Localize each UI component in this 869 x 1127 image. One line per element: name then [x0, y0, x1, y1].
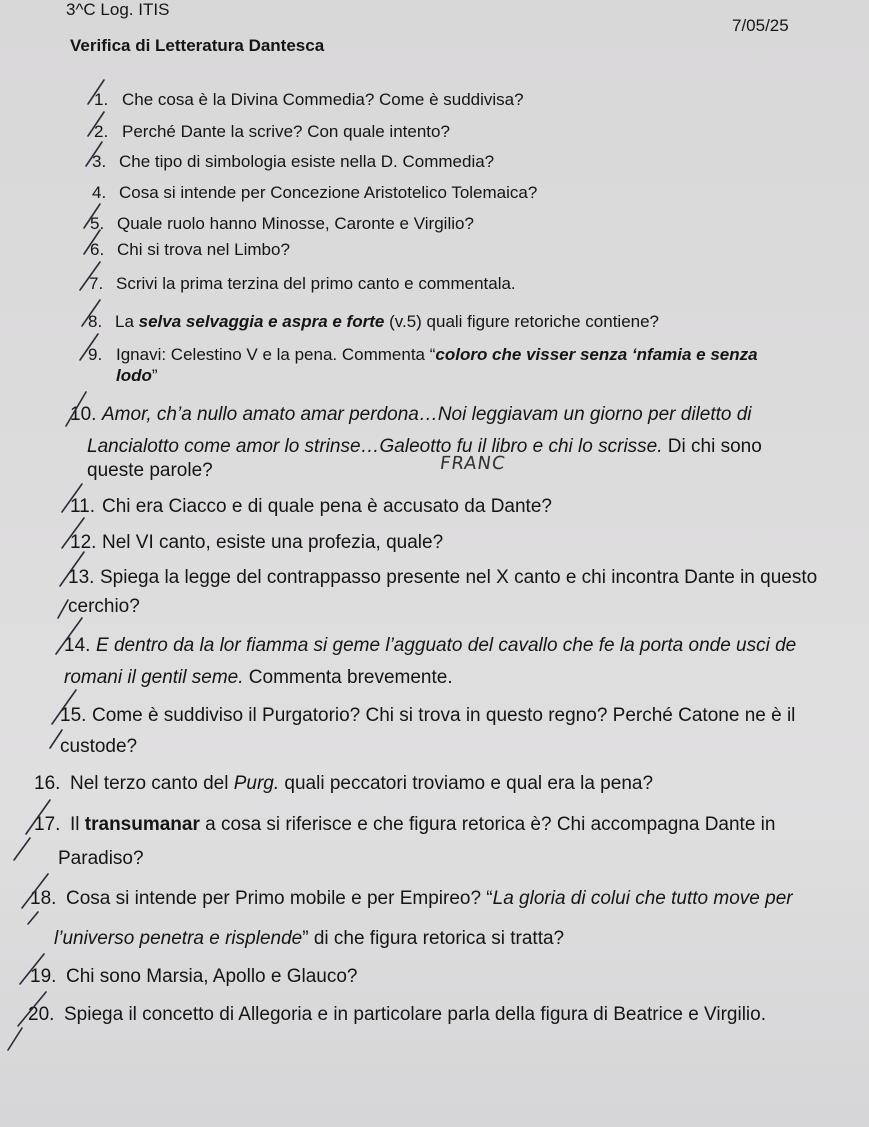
question-7: 7. Scrivi la prima terzina del primo canto e commentala. — [89, 274, 516, 293]
handwritten-note: FRANC — [438, 453, 507, 474]
question-14: 14. E dentro da la lor fiamma si geme l’agguato del cavallo che fe la porta onde usci de — [64, 635, 797, 656]
exam-date: 7/05/25 — [732, 16, 789, 35]
question-15-cont: custode? — [60, 736, 138, 757]
question-12: 12. Nel VI canto, esiste una profezia, quale? — [70, 532, 444, 553]
check-mark-17b — [14, 838, 30, 860]
question-10-cont: Lancialotto come amor lo strinse…Galeotto fu il libro e chi lo scrisse. Di chi sono — [87, 436, 762, 457]
question-18: 18. Cosa si intende per Primo mobile e per Empireo? “La gloria di colui che tutto move per — [30, 888, 793, 909]
question-15: 15. Come è suddiviso il Purgatorio? Chi si trova in questo regno? Perché Catone ne è il — [60, 705, 796, 726]
question-2: 2. Perché Dante la scrive? Con quale intento? — [94, 122, 450, 141]
question-17-cont: Paradiso? — [58, 848, 144, 869]
question-13-cont: cerchio? — [68, 596, 140, 617]
question-8: 8. La selva selvaggia e aspra e forte (v.5) quali figure retoriche contiene? — [88, 312, 660, 331]
question-14-cont: romani il gentil seme. Commenta brevemente. — [64, 667, 453, 688]
question-6: 6. Chi si trova nel Limbo? — [90, 240, 290, 259]
check-mark-18b — [28, 912, 38, 924]
question-3: 3. Che tipo di simbologia esiste nella D. Commedia? — [92, 152, 495, 171]
question-20: 20. Spiega il concetto di Allegoria e in particolare parla della figura di Beatrice e Virgilio. — [28, 1004, 766, 1025]
question-19: 19. Chi sono Marsia, Apollo e Glauco? — [30, 966, 358, 987]
question-9-cont: lodo” — [116, 366, 158, 385]
question-1: 1. Che cosa è la Divina Commedia? Come è suddivisa? — [94, 90, 524, 109]
check-mark-20b — [8, 1028, 22, 1050]
question-13: 13. Spiega la legge del contrappasso presente nel X canto e chi incontra Dante in questo — [68, 567, 818, 588]
question-10-cont2: queste parole? — [87, 460, 213, 481]
class-label: 3^C Log. ITIS — [66, 0, 170, 19]
question-4: 4. Cosa si intende per Concezione Aristotelico Tolemaica? — [92, 183, 538, 202]
question-17: 17. Il transumanar a cosa si riferisce e che figura retorica è? Chi accompagna Dante in — [34, 814, 776, 835]
question-16: 16. Nel terzo canto del Purg. quali peccatori troviamo e qual era la pena? — [34, 773, 654, 794]
question-5: 5. Quale ruolo hanno Minosse, Caronte e Virgilio? — [90, 214, 474, 233]
question-10: 10. Amor, ch’a nullo amato amar perdona…Noi leggiavam un giorno per diletto di — [70, 404, 752, 425]
question-9: 9. Ignavi: Celestino V e la pena. Commenta “coloro che visser senza ‘nfamia e senza — [88, 345, 758, 364]
question-11: 11. Chi era Ciacco e di quale pena è accusato da Dante? — [70, 496, 552, 517]
page-title: Verifica di Letteratura Dantesca — [70, 36, 325, 55]
check-mark-13b — [58, 600, 68, 618]
question-18-cont: l’universo penetra e risplende” di che figura retorica si tratta? — [54, 928, 565, 949]
